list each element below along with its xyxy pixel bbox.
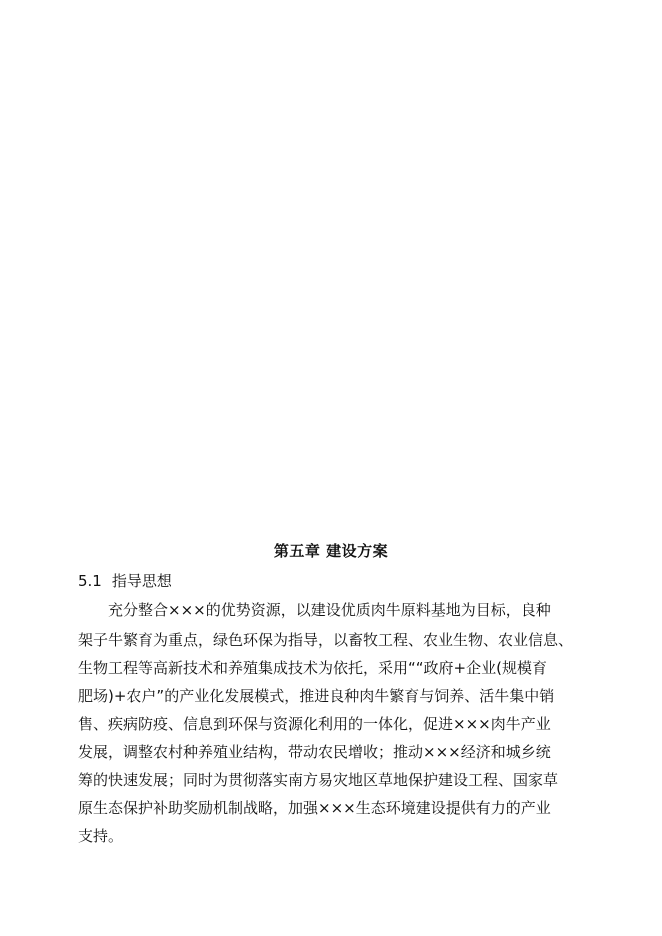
chapter-title: 第五章 建设方案 bbox=[273, 542, 389, 560]
paragraph-line: 生物工程等高新技术和养殖集成技术为依托，采用““政府+企业(规模育 bbox=[78, 659, 547, 677]
paragraph-line: 原生态保护补助奖励机制战略，加强×××生态环境建设提供有力的产业 bbox=[78, 799, 551, 817]
paragraph-line: 肥场)+农户”的产业化发展模式，推进良种肉牛繁育与饲养、活牛集中销 bbox=[78, 687, 555, 705]
paragraph-line: 支持。 bbox=[78, 827, 124, 845]
section-heading bbox=[78, 571, 172, 591]
paragraph-line: 发展，调整农村种养殖业结构，带动农民增收；推动×××经济和城乡统 bbox=[78, 743, 551, 761]
paragraph-line: 售、疾病防疫、信息到环保与资源化利用的一体化，促进×××肉牛产业 bbox=[78, 715, 551, 733]
paragraph-line: 充分整合×××的优势资源，以建设优质肉牛原料基地为目标，良种 bbox=[108, 601, 551, 619]
section-number: 5.1 bbox=[78, 572, 102, 590]
paragraph-line: 架子牛繁育为重点，绿色环保为指导，以畜牧工程、农业生物、农业信息、 bbox=[78, 631, 574, 649]
section-title: 指导思想 bbox=[111, 572, 172, 590]
paragraph-line: 筹的快速发展；同时为贯彻落实南方易灾地区草地保护建设工程、国家草 bbox=[78, 771, 559, 789]
